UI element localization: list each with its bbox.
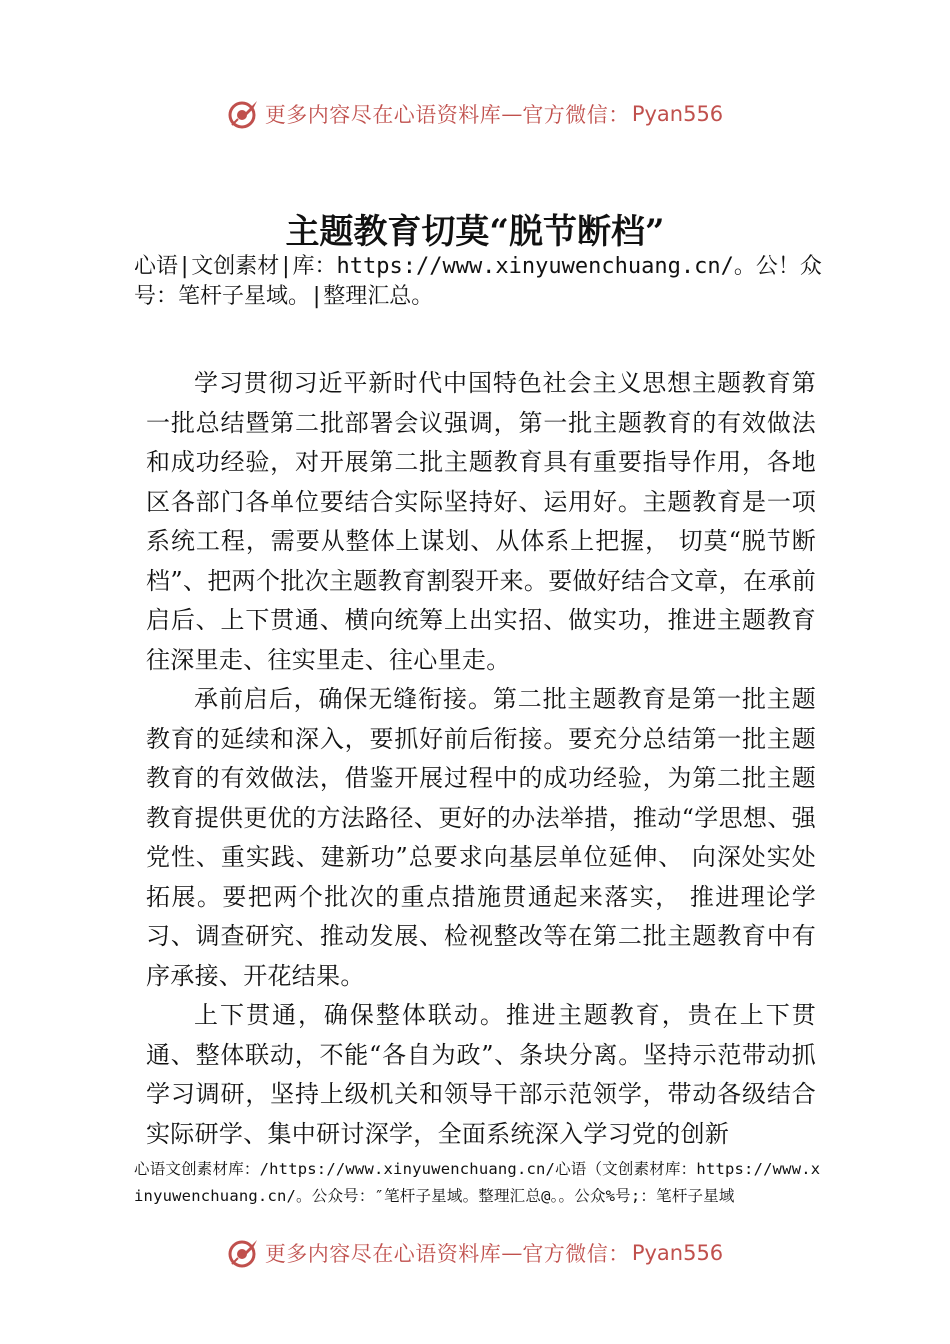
banner-separator: — [501,102,523,126]
banner-wechat-id: Pyan556 [631,102,724,126]
paragraph: 承前启后，确保无缝衔接。第二批主题教育是第一批主题教育的延续和深入，要抓好前后衔接。要充分总结第一批主题教育的有效做法，借鉴开展过程中的成功经验，为第二批主题教育提供更优的方法路径、更好的办法举措，推动“学思想、强党性、重实践、建新功”总要求向基层单位延伸、 向深处实处拓展。要把两个批次的重点措施贯通起来落实， 推进理论学习、调查研究、推动发展、检视整改等在第二批主题教育中有序承接、开花结果。 [146,685,816,990]
document-body [146,364,816,1176]
paragraph: 学习贯彻习近平新时代中国特色社会主义思想主题教育第一批总结暨第二批部署会议强调，第一批主题教育的有效做法和成功经验，对开展第二批主题教育具有重要指导作用，各地区各部门各单位要结合实际坚持好、运用好。主题教育是一项系统工程，需要从整体上谋划、从体系上把握， 切莫“脱节断档”、把两个批次主题教育割裂开来。要做好结合文章，在承前启后、上下贯通、横向统筹上出实招、做实功，推进主题教育往深里走、往实里走、往心里走。 [146,369,816,674]
quill-logo-icon [227,1236,261,1270]
banner-text: 更多内容尽在心语资料库 [264,1242,502,1266]
banner-separator: — [501,1241,523,1265]
banner-text: 更多内容尽在心语资料库 [264,103,502,127]
source-line: 心语|文创素材|库：https://www.xinyuwenchuang.cn/。公！众号：笔杆子星域。|整理汇总。 [134,254,822,309]
banner-wechat-label: 官方微信： [522,103,630,127]
banner-wechat-label: 官方微信： [522,1242,630,1266]
document-title: 主题教育切莫“脱节断档” [285,212,665,252]
paragraph: 上下贯通，确保整体联动。推进主题教育，贵在上下贯通、整体联动，不能“各自为政”、条块分离。坚持示范带动抓学习调研，坚持上级机关和领导干部示范领学，带动各级结合实际研学、集中研讨深学，全面系统深入学习党的创新 [146,1001,816,1148]
footer-text: 心语文创素材库：/https://www.xinyuwenchuang.cn/心语（文创素材库：https://www.xinyuwenchuang.cn/。公众号：″笔杆子星域。整理汇总@。。公众%号;：笔杆子星域 [134,1160,821,1205]
quill-logo-icon [227,97,261,131]
header-banner [0,94,950,134]
footer-banner [0,1233,950,1273]
banner-wechat-id: Pyan556 [631,1241,724,1265]
